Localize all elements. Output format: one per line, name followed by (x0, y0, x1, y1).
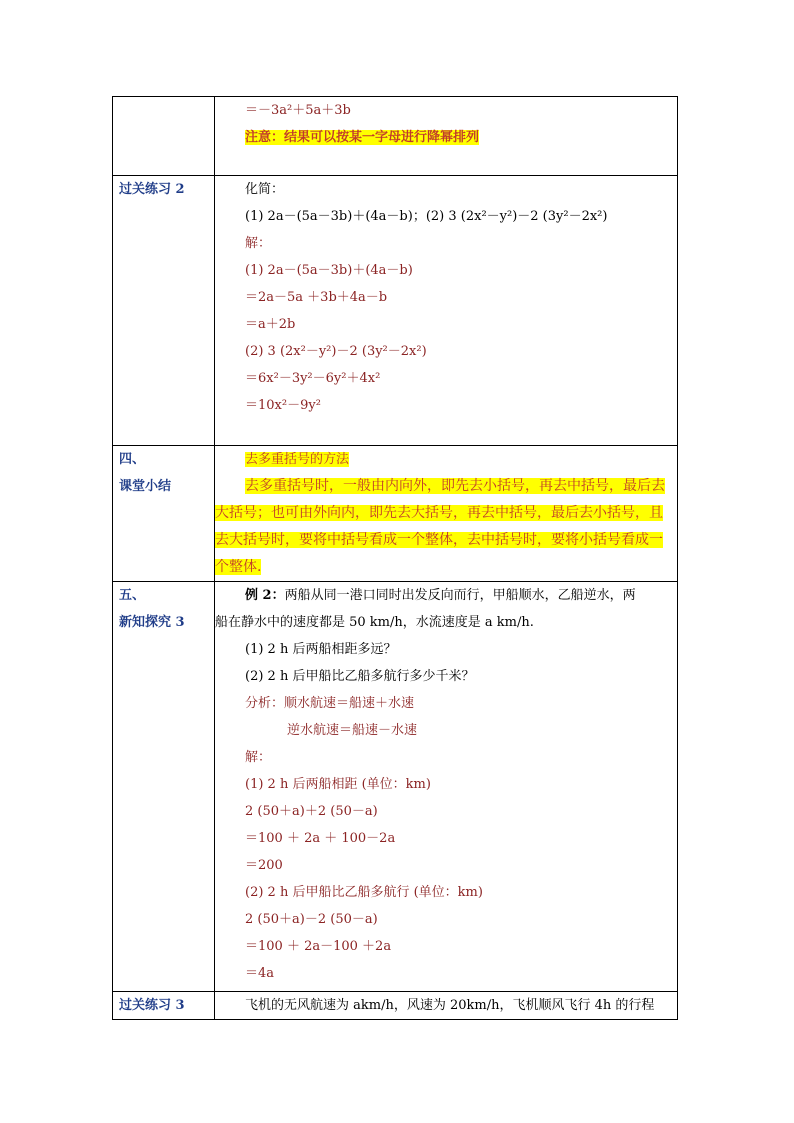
math-line: ＝100 ＋ 2a ＋ 100－2a (245, 831, 396, 846)
table-row (113, 176, 678, 446)
math-line: ＝2a－5a ＋3b＋4a－b (245, 290, 388, 305)
math-line: ＝10x²－9y² (245, 398, 321, 413)
row-label: 过关练习 2 (119, 182, 185, 197)
math-line: ＝－3a²＋5a＋3b (245, 103, 351, 118)
row-label: 新知探究 3 (119, 615, 185, 630)
math-line: ＝200 (245, 858, 283, 873)
math-line: 2 (50＋a)＋2 (50－a) (245, 804, 378, 819)
row-content-cell (215, 992, 678, 1020)
example-text: 船在静水中的速度都是 50 km/h，水流速度是 a km/h. (215, 615, 534, 630)
row-label: 四、 (119, 452, 146, 467)
row-label-cell (113, 176, 215, 446)
table-row (113, 97, 678, 176)
lesson-table (112, 96, 678, 1020)
question-line: (1) 2 h 后两船相距多远？ (245, 642, 397, 657)
math-line: ＝4a (245, 966, 275, 981)
example-label: 例 2： (245, 588, 285, 603)
exercise-line: 飞机的无风航速为 akm/h，风速为 20km/h，飞机顺风飞行 4h 的行程 (245, 998, 655, 1013)
math-line: (2) 2 h 后甲船比乙船多航行 (单位：km) (245, 885, 483, 900)
row-label-cell (113, 97, 215, 176)
row-content-cell (215, 582, 678, 992)
summary-text: 去大括号时，要将中括号看成一个整体，去中括号时，要将小括号看成一 (215, 532, 663, 548)
note-text: 注意：结果可以按某一字母进行降幂排列 (245, 130, 480, 145)
summary-text: 个整体. (215, 559, 262, 575)
row-content-cell (215, 176, 678, 446)
row-content-cell (215, 97, 678, 176)
summary-paragraph (215, 473, 677, 581)
summary-text: 大括号；也可由外向内，即先去大括号，再去中括号，最后去小括号，且 (215, 505, 663, 521)
example-text: 两船从同一港口同时出发反向而行，甲船顺水，乙船逆水，两 (284, 588, 636, 603)
row-label-cell (113, 582, 215, 992)
note-line (215, 124, 677, 151)
math-line: ＝100 ＋ 2a－100 ＋2a (245, 939, 392, 954)
summary-title: 去多重括号的方法 (245, 452, 350, 467)
intro-line: 化简： (245, 182, 285, 197)
summary-title-line (215, 446, 677, 473)
table-row (113, 992, 678, 1020)
math-line: (1) 2a－(5a－3b)＋(4a－b) (245, 263, 413, 278)
row-label: 过关练习 3 (119, 998, 185, 1013)
math-line: 2 (50＋a)－2 (50－a) (245, 912, 378, 927)
solve-label: 解： (245, 236, 272, 251)
analysis-line: 分析：顺水航速＝船速＋水速 (245, 696, 415, 711)
solve-label: 解： (245, 750, 272, 765)
row-content-cell (215, 446, 678, 582)
problem-line: (1) 2a－(5a－3b)＋(4a－b)；(2) 3 (2x²－y²)－2 (3y²－2x²) (245, 209, 608, 224)
analysis-line: 逆水航速＝船速－水速 (287, 723, 418, 738)
row-label-cell (113, 446, 215, 582)
row-label: 五、 (119, 588, 146, 603)
table-row (113, 582, 678, 992)
example-paragraph (215, 582, 677, 636)
row-label: 课堂小结 (119, 479, 172, 494)
math-line: (1) 2 h 后两船相距 (单位：km) (245, 777, 431, 792)
math-line: (2) 3 (2x²－y²)－2 (3y²－2x²) (245, 344, 427, 359)
summary-text: 去多重括号时，一般由内向外，即先去小括号，再去中括号，最后去 (245, 478, 665, 494)
question-line: (2) 2 h 后甲船比乙船多航行多少千米？ (245, 669, 475, 684)
table-row (113, 446, 678, 582)
row-label-cell (113, 992, 215, 1020)
math-line: ＝a＋2b (245, 317, 296, 332)
math-line: ＝6x²－3y²－6y²＋4x² (245, 371, 381, 386)
